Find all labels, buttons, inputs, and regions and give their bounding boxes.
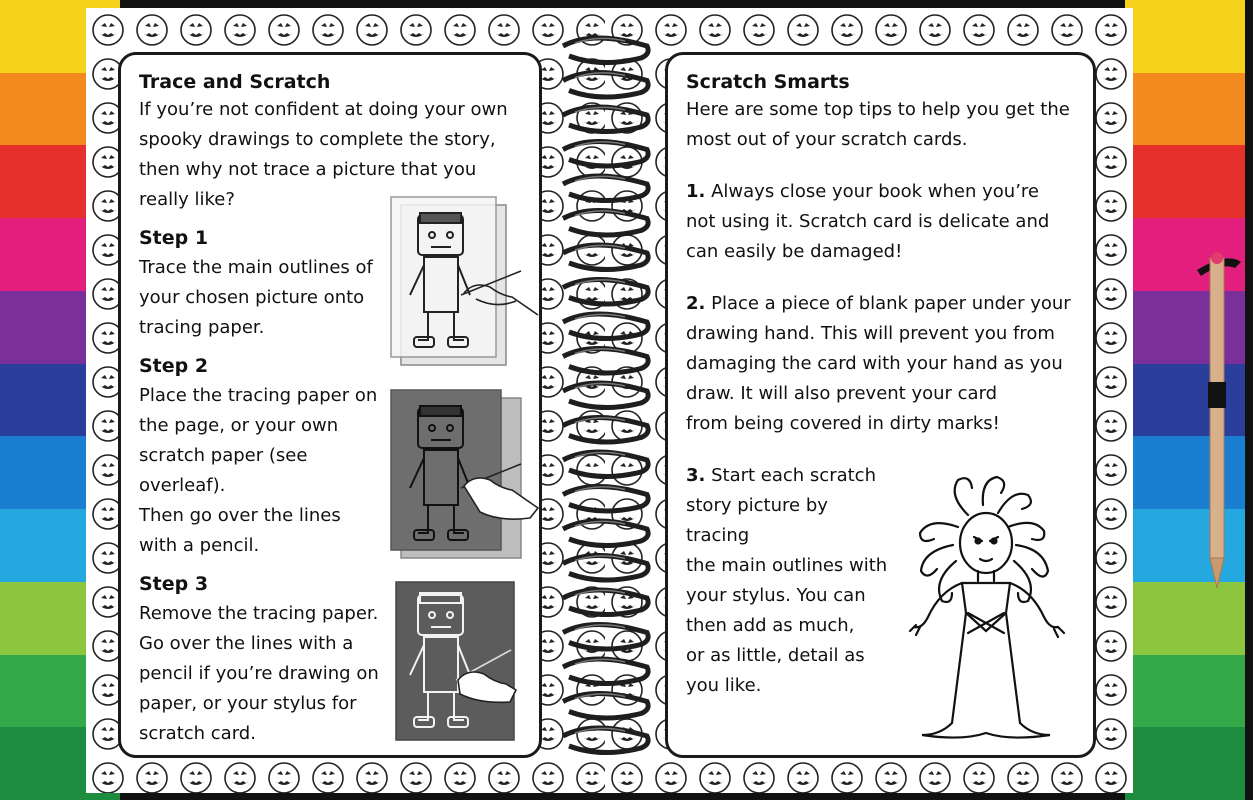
tip-3-line: or as little, detail as — [686, 645, 865, 666]
tip-2-line: draw. It will also prevent your card — [686, 383, 998, 404]
tip-3-line: the main outlines with — [686, 555, 888, 576]
tip-2 — [686, 289, 1075, 439]
spiral-ring — [563, 383, 648, 408]
spiral-ring — [563, 142, 648, 167]
step-3-heading: Step 3 — [139, 573, 209, 595]
tip-2-line: drawing hand. This will prevent you from — [686, 323, 1055, 344]
tip-3-line: you like. — [686, 675, 762, 696]
tip-2-line: from being covered in dirty marks! — [686, 413, 1000, 434]
rainbow-stripe — [1125, 582, 1245, 655]
spiral-ring — [563, 107, 648, 132]
spiral-ring — [563, 314, 648, 339]
spiral-ring — [563, 38, 648, 63]
rainbow-stripe — [1125, 655, 1245, 728]
spiral-binding-icon — [555, 30, 655, 770]
spiral-ring — [563, 521, 648, 546]
step-2-line: scratch paper (see overleaf). — [139, 445, 308, 496]
step-2-line: the page, or your own — [139, 415, 339, 436]
tip-3 — [686, 461, 896, 701]
step-1-line: your chosen picture onto — [139, 287, 365, 308]
step-3-line: pencil if you’re drawing on — [139, 663, 379, 684]
spiral-ring — [563, 176, 648, 201]
spiral-ring — [563, 280, 648, 305]
tip-2-number: 2. — [686, 293, 706, 314]
step-3-line: Remove the tracing paper. — [139, 603, 379, 624]
spiral-ring — [563, 418, 648, 443]
rainbow-stripe — [1125, 73, 1245, 146]
spiral-ring — [563, 728, 648, 753]
tip-1-line: Always close your book when you’re — [705, 181, 1039, 202]
rainbow-stripe — [1125, 145, 1245, 218]
step-2-line: Then go over the lines — [139, 505, 341, 526]
spiral-ring — [563, 556, 648, 581]
tip-2-line: damaging the card with your hand as you — [686, 353, 1063, 374]
scratch-smarts-title: Scratch Smarts — [686, 71, 850, 93]
spiral-ring — [563, 245, 648, 270]
medusa-icon — [898, 475, 1078, 745]
step-3-line: Go over the lines with a — [139, 633, 354, 654]
tip-1-line: not using it. Scratch card is delicate and — [686, 211, 1050, 232]
step-2-heading: Step 2 — [139, 355, 209, 377]
step-1-heading: Step 1 — [139, 227, 209, 249]
step-2-line: with a pencil. — [139, 535, 260, 556]
spiral-ring — [563, 211, 648, 236]
tip-3-line: story picture by tracing — [686, 495, 828, 546]
tip-3-number: 3. — [686, 465, 706, 486]
tip-1-number: 1. — [686, 181, 706, 202]
step-3-line: paper, or your stylus for — [139, 693, 357, 714]
tip-1 — [686, 177, 1075, 267]
spiral-ring — [563, 590, 648, 615]
intro-line-4: really like? — [139, 189, 235, 210]
step-2-line: Place the tracing paper on — [139, 385, 378, 406]
left-page — [86, 8, 606, 793]
step-1-line: Trace the main outlines of — [139, 257, 373, 278]
intro-line-1: If you’re not confident at doing your own — [139, 99, 508, 120]
frankenstein-scratch-icon — [386, 388, 541, 563]
wooden-stylus-icon[interactable] — [1195, 250, 1245, 590]
spiral-ring — [563, 625, 648, 650]
rainbow-stripe — [1125, 727, 1245, 800]
frankenstein-tracing-icon — [386, 195, 541, 370]
tip-3-line: Start each scratch — [705, 465, 876, 486]
intro-line-3: then why not trace a picture that you — [139, 159, 477, 180]
spiral-ring — [563, 452, 648, 477]
spiral-ring — [563, 694, 648, 719]
step-3-line: scratch card. — [139, 723, 256, 744]
tip-1-line: can easily be damaged! — [686, 241, 903, 262]
tip-2-line: Place a piece of blank paper under your — [705, 293, 1071, 314]
intro-line-2: most out of your scratch cards. — [686, 129, 968, 150]
spiral-ring — [563, 349, 648, 374]
spiral-ring — [563, 487, 648, 512]
intro-line-2: spooky drawings to complete the story, — [139, 129, 496, 150]
rainbow-stripe — [1125, 0, 1245, 73]
spiral-ring — [563, 73, 648, 98]
right-page — [605, 8, 1133, 793]
scratch-smarts-card — [665, 52, 1096, 758]
intro-line-1: Here are some top tips to help you get the — [686, 99, 1070, 120]
step-1-line: tracing paper. — [139, 317, 265, 338]
tip-3-line: then add as much, — [686, 615, 855, 636]
spiral-ring — [563, 659, 648, 684]
tip-3-line: your stylus. You can — [686, 585, 866, 606]
frankenstein-reveal-icon — [386, 580, 541, 745]
trace-and-scratch-card — [118, 52, 542, 758]
trace-and-scratch-title: Trace and Scratch — [139, 71, 331, 93]
